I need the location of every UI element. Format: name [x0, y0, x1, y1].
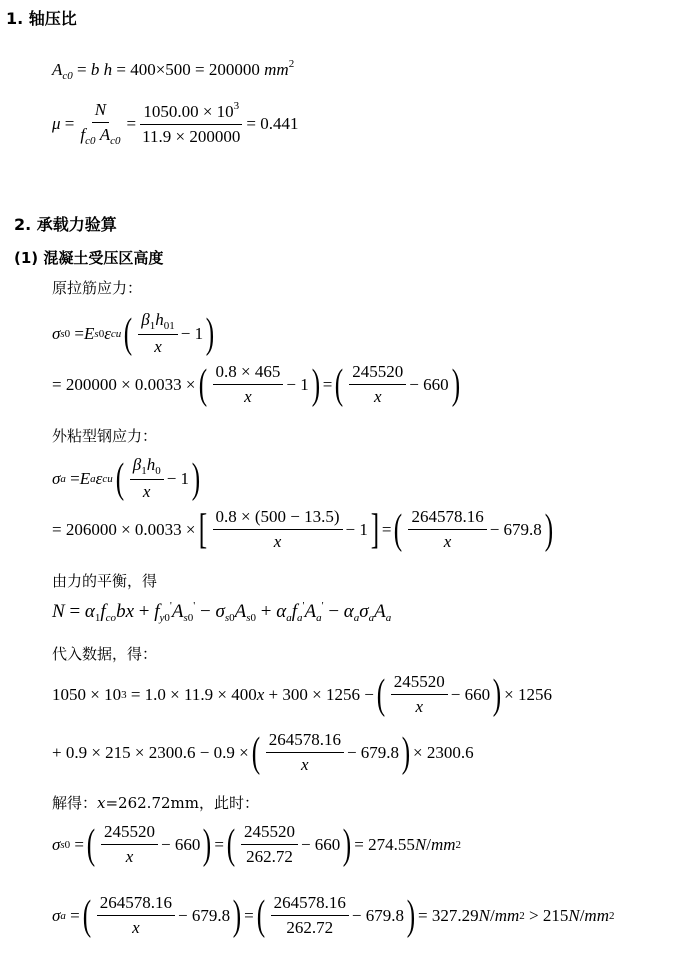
- e7-part-a: + 0.9 × 215 × 2300.6 − 0.9 ×: [52, 742, 249, 762]
- solve-rest: =262.72mm，此时：: [105, 794, 259, 812]
- r1-minus: − 660: [161, 834, 201, 854]
- e2-numerator: 0.8 × 465: [213, 362, 284, 385]
- text-equilibrium: 由力的平衡，得: [52, 572, 158, 590]
- subsection-1-title: (1) 混凝土受压区高度: [14, 249, 164, 267]
- equation-result-sigma-s0: σ s0 = ( $\frac{245520}{x}$ − 660 ) = ( $\frac{245520}{262.72}$ − 660 ) = 274.55 N / mm 2: [52, 821, 462, 868]
- equation-sigma-a: σ a = E a ε cu ( $\frac{\beta_1h_0}{x}$ − 1 ): [52, 455, 201, 502]
- section-1-title: 1. 轴压比: [6, 9, 77, 28]
- e6-part-b: = 1.0 × 11.9 × 400: [130, 684, 257, 704]
- solve-prefix: 解得：: [52, 794, 98, 812]
- e6-part-c: + 300 × 1256 −: [268, 684, 374, 704]
- equation-ac0: $A_{c0} = b$ h = 400×500 = 200000 $mm^2$: [52, 58, 295, 82]
- r2-compare: > 215: [529, 905, 569, 925]
- e6-part-a: 1050 × 10: [52, 684, 122, 704]
- r1-denominator: 262.72: [246, 847, 293, 866]
- text-steel-stress: 外粘型钢应力：: [52, 427, 158, 445]
- e4-prefix: = 206000 × 0.0033 ×: [52, 519, 196, 539]
- e7-numerator: 264578.16: [266, 730, 344, 753]
- equation-mu: μ = $\frac{N}{f_{c0} A_{c0}}$ = $\frac{1050.00 \times 10^3}{11.9 \times 200000}$ = 0.441: [52, 100, 299, 147]
- e6-numerator: 245520: [391, 672, 448, 695]
- e6-minus-660: − 660: [450, 684, 491, 704]
- mu-denominator: 11.9 × 200000: [142, 127, 241, 146]
- r1-result: = 274.55: [354, 834, 415, 854]
- equation-substituted-line1: 1050 × 10 3 = 1.0 × 11.9 × 400 x + 300 × 1256 − ( $\frac{245520}{x}$ − 660 ) × 1256: [52, 671, 552, 718]
- e4-numerator: 0.8 × (500 − 13.5): [213, 507, 343, 530]
- e2-minus-660: − 660: [409, 374, 449, 394]
- r2-numerator: 264578.16: [97, 893, 175, 916]
- e4-numerator-2: 264578.16: [408, 507, 486, 530]
- equation-sigma-s0: σ s0 = E s0 ε cu ( $\frac{\beta_1h_{01}}{x}$ − 1 ): [52, 310, 215, 357]
- e7-part-d: × 2300.6: [413, 742, 474, 762]
- text-solution: [52, 792, 259, 813]
- r2-numerator-2: 264578.16: [271, 893, 349, 916]
- equation-equilibrium: $N = \alpha_1f_{co}bx + f_{y0}'A_{s0}' - \sigma_{s0}A_{s0} + \alpha_af_a'A_a' - \alpha_a\sigma_aA_a$: [52, 600, 392, 624]
- e6-part-d: × 1256: [504, 684, 552, 704]
- ac0-rhs: = 400×500 = 200000: [116, 60, 260, 79]
- r2-result: = 327.29: [418, 905, 479, 925]
- r2-denominator: 262.72: [286, 918, 334, 937]
- e2-minus-one: − 1: [286, 374, 309, 394]
- text-substitute: 代入数据，得：: [52, 645, 158, 663]
- e4-minus: − 679.8: [489, 519, 542, 539]
- e2-prefix: = 200000 × 0.0033 ×: [52, 374, 196, 394]
- r2-minus-2: − 679.8: [351, 905, 405, 925]
- e2-numerator-2: 245520: [349, 362, 406, 385]
- mu-result: = 0.441: [246, 113, 299, 133]
- solve-variable: x: [97, 794, 106, 812]
- equation-sigma-s0-numeric: = 200000 × 0.0033 × ( $\frac{0.8 \times 465}{x}$ − 1 ) = ( $\frac{245520}{x}$ − 660 ): [52, 361, 460, 408]
- equation-sigma-a-numeric: = 206000 × 0.0033 × [ $\frac{0.8 \times (500 - 13.5)}{x}$ − 1 ] = ( $\frac{264578.16}{x}$ − 679.8 ): [52, 506, 553, 553]
- equation-result-sigma-a: σ a = ( $\frac{264578.16}{x}$ − 679.8 ) = ( $\frac{264578.16}{262.72}$ − 679.8 ) = 327.29 N / mm 2 > 215 N / mm 2: [52, 892, 615, 939]
- r1-numerator-2: 245520: [241, 822, 298, 845]
- mu-numerator: 1050.00 × 10: [143, 102, 234, 121]
- r2-minus: − 679.8: [177, 905, 231, 925]
- section-2-title: 2. 承载力验算: [14, 215, 117, 234]
- e7-minus: − 679.8: [346, 742, 400, 762]
- r1-minus-2: − 660: [300, 834, 341, 854]
- r1-numerator: 245520: [101, 822, 158, 845]
- mu-exponent: 3: [233, 100, 240, 112]
- text-original-rebar-stress: 原拉筋应力：: [52, 279, 143, 297]
- equation-substituted-line2: + 0.9 × 215 × 2300.6 − 0.9 × ( $\frac{264578.16}{x}$ − 679.8 ) × 2300.6: [52, 729, 474, 776]
